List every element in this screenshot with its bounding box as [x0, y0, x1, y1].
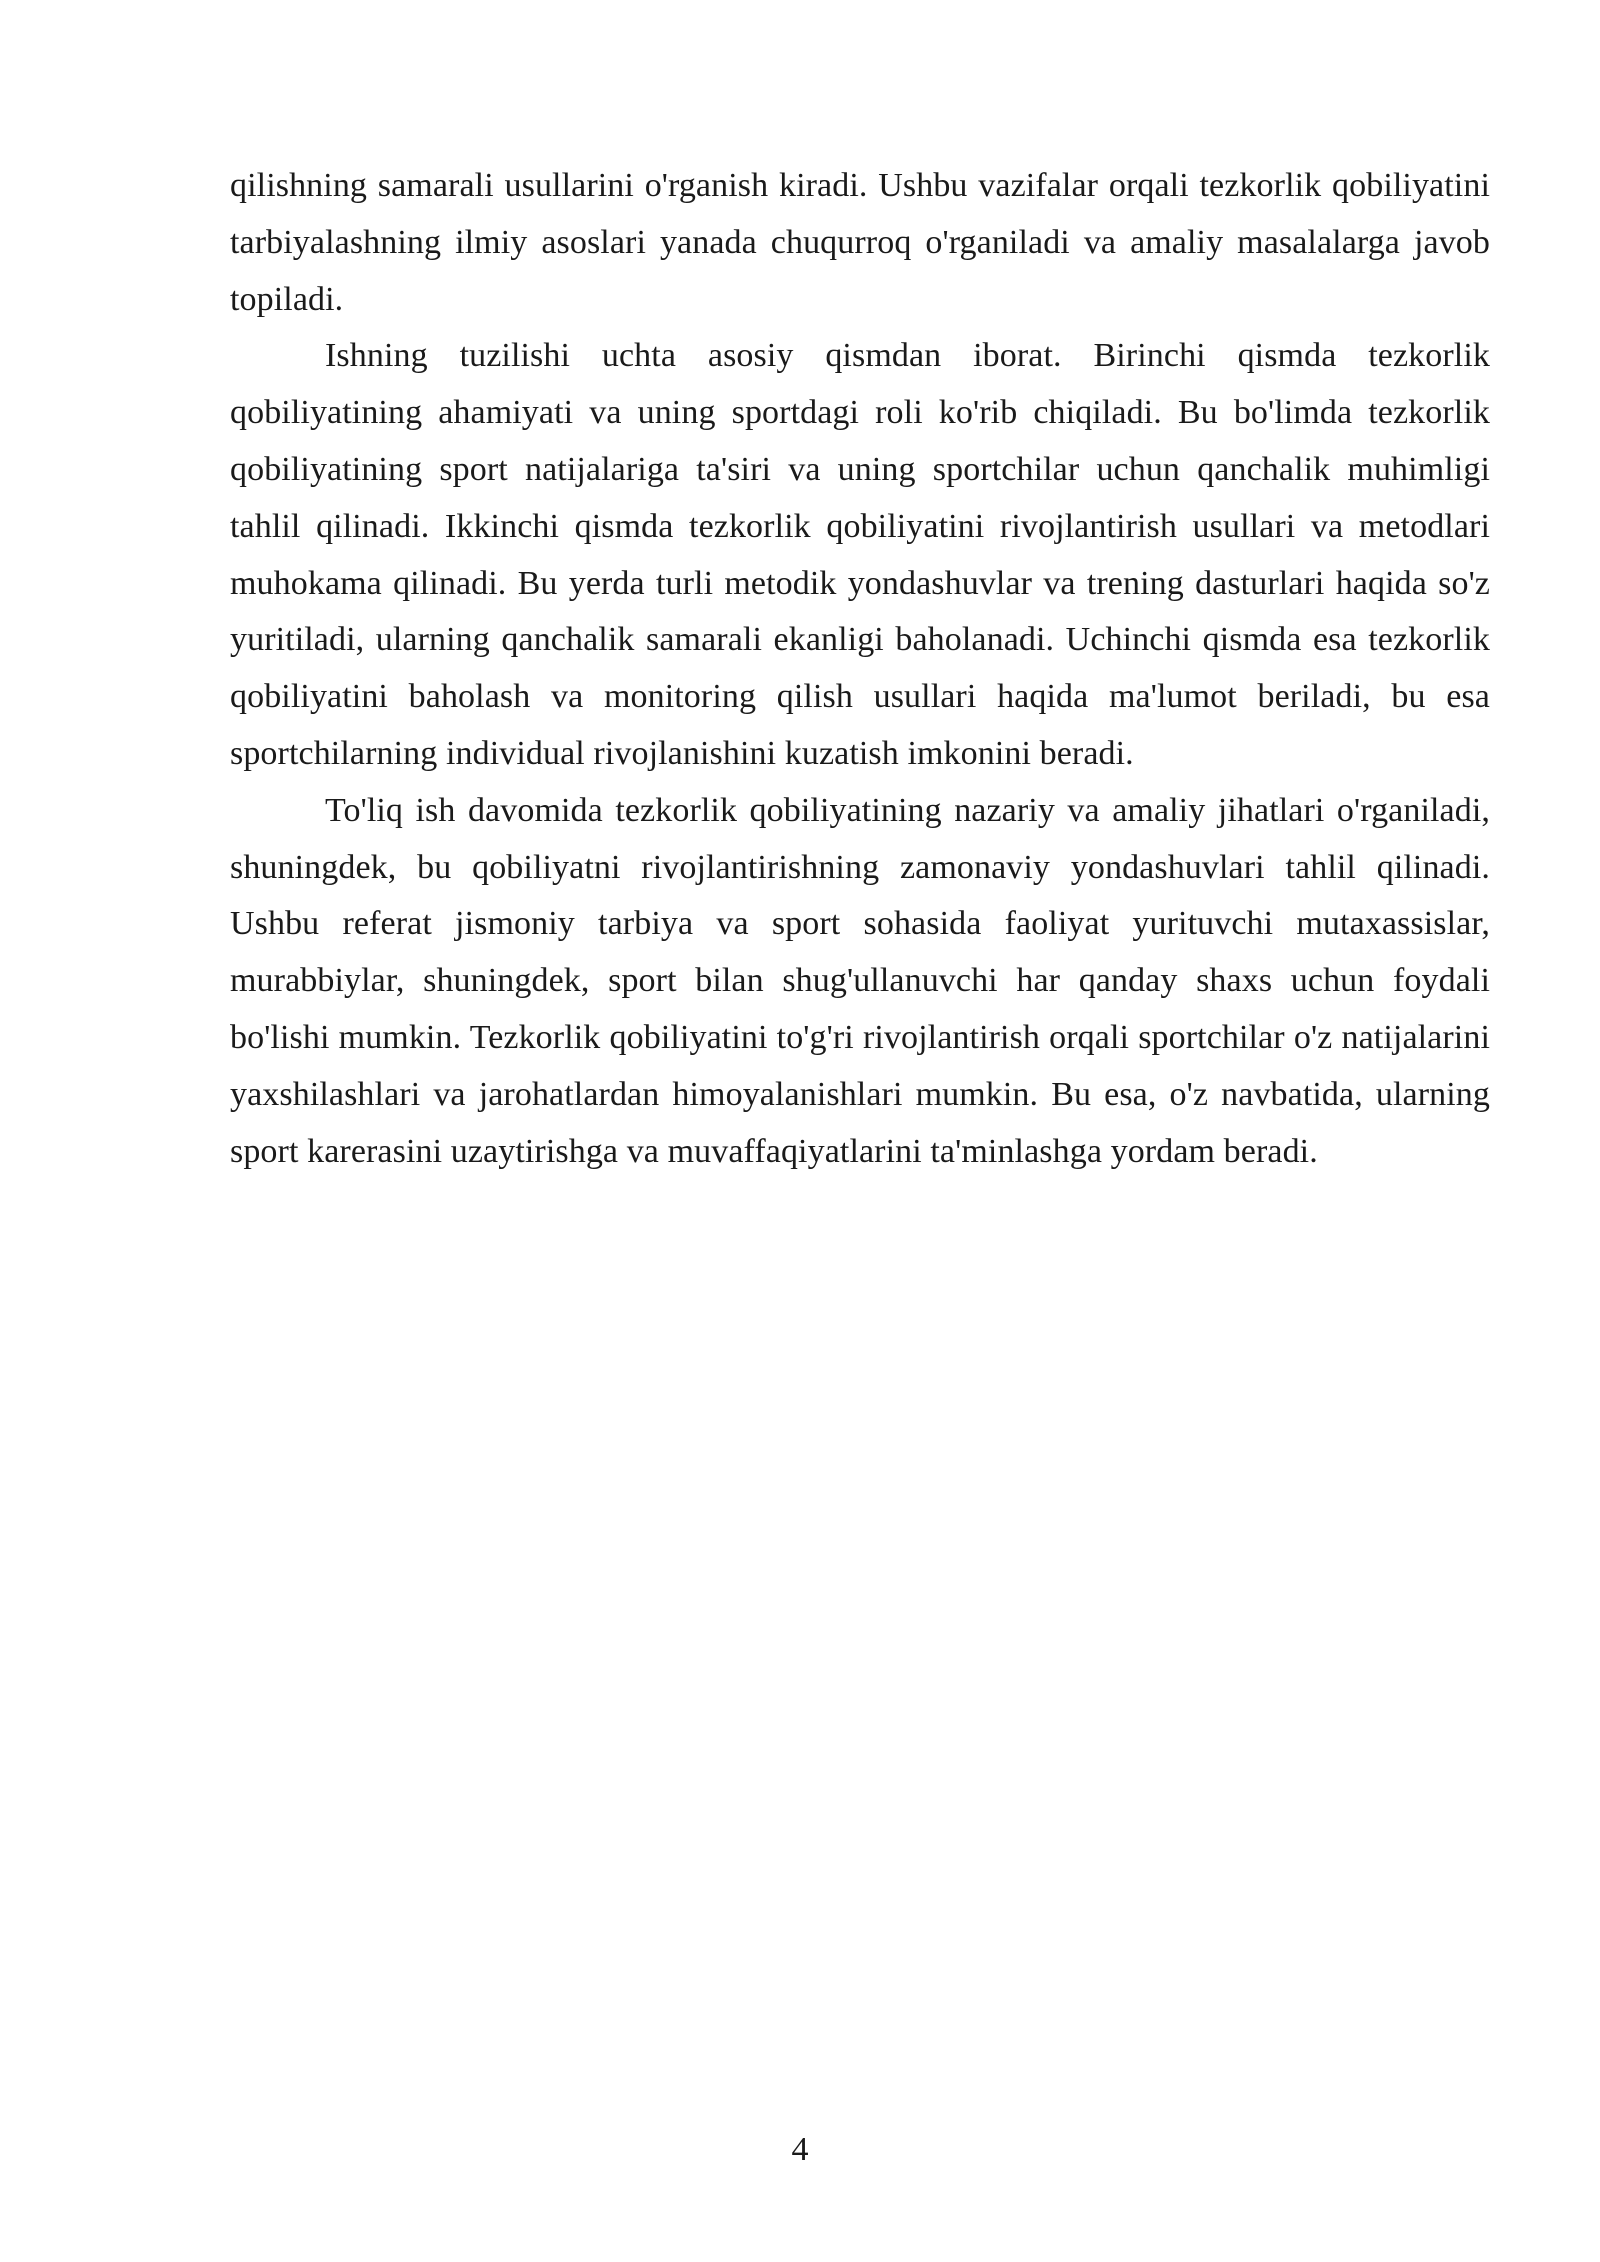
document-body [230, 158, 1490, 1180]
page-number: 4 [791, 2131, 809, 2168]
paragraph-continuation: qilishning samarali usullarini o'rganish kiradi. Ushbu vazifalar orqali tezkorlik qobiliyatini tarbiyalashning ilmiy asoslari yanada chuqurroq o'rganiladi va amaliy masalalarga javob topiladi. [230, 167, 1490, 318]
paragraph-summary: To'liq ish davomida tezkorlik qobiliyatining nazariy va amaliy jihatlari o'rganiladi, shuningdek, bu qobiliyatni rivojlantirishning zamonaviy yondashuvlari tahlil qilinadi. Ushbu referat jismoniy tarbiya va sport sohasida faoliyat yurituvchi mutaxassislar, murabbiylar, shuningdek, sport bilan shug'ullanuvchi har qanday shaxs uchun foydali bo'lishi mumkin. Tezkorlik qobiliyatini to'g'ri rivojlantirish orqali sportchilar o'z natijalarini yaxshilashlari va jarohatlardan himoyalanishlari mumkin. Bu esa, o'z navbatida, ularning sport karerasini uzaytirishga va muvaffaqiyatlarini ta'minlashga yordam beradi. [230, 791, 1490, 1170]
paragraph-structure: Ishning tuzilishi uchta asosiy qismdan iborat. Birinchi qismda tezkorlik qobiliyatining ahamiyati va uning sportdagi roli ko'rib chiqiladi. Bu bo'limda tezkorlik qobiliyatining sport natijalariga ta'siri va uning sportchilar uchun qanchalik muhimligi tahlil qilinadi. Ikkinchi qismda tezkorlik qobiliyatini rivojlantirish usullari va metodlari muhokama qilinadi. Bu yerda turli metodik yondashuvlar va trening dasturlari haqida so'z yuritiladi, ularning qanchalik samarali ekanligi baholanadi. Uchinchi qismda esa tezkorlik qobiliyatini baholash va monitoring qilish usullari haqida ma'lumot beriladi, bu esa sportchilarning individual rivojlanishini kuzatish imkonini beradi. [230, 337, 1490, 772]
